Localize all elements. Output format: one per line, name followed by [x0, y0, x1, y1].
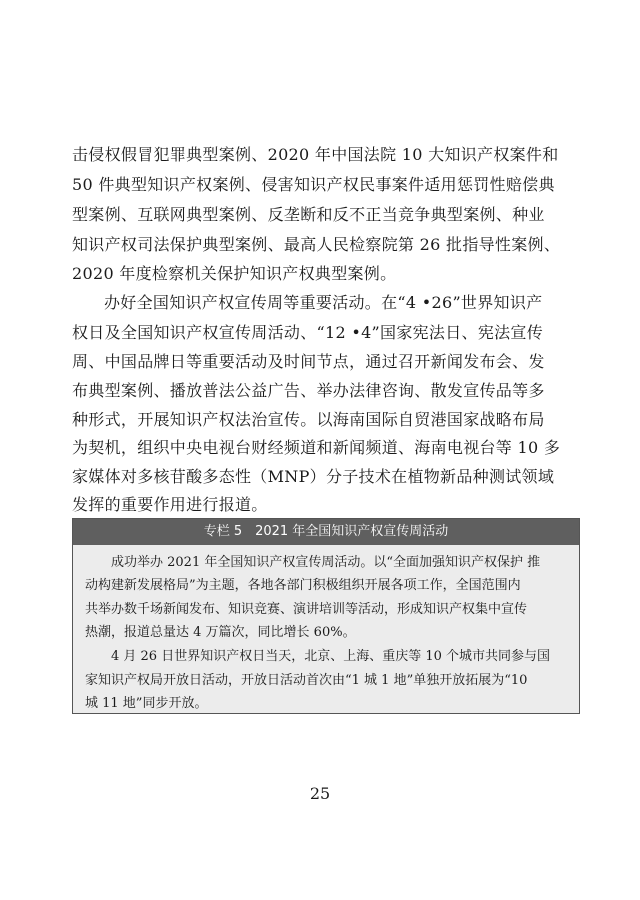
box-text-line: 4 月 26 日世界知识产权日当天，北京、上海、重庆等 10 个城市共同参与国	[111, 649, 551, 664]
text-line: 周、中国品牌日等重要活动及时间节点，通过召开新闻发布会、发	[72, 352, 545, 371]
text-line: 50 件典型知识产权案例、侵害知识产权民事案件适用惩罚性赔偿典	[72, 175, 555, 194]
box-text-line: 家知识产权局开放日活动，开放日活动首次由“1 城 1 地”单独开放拓展为“10	[85, 673, 528, 688]
box-text-line: 城 11 地”同步开放。	[85, 696, 208, 711]
text-line: 家媒体对多核苷酸多态性（MNP）分子技术在植物新品种测试领域	[72, 467, 555, 486]
text-line: 种形式，开展知识产权法治宣传。以海南国际自贸港国家战略布局	[72, 410, 545, 429]
box-text-line: 共举办数千场新闻发布、知识竞赛、演讲培训等活动，形成知识产权集中宣传	[85, 602, 528, 617]
box-title: 专栏 5 2021 年全国知识产权宣传周活动	[73, 519, 579, 545]
text-line: 办好全国知识产权宣传周等重要活动。在“4 •26”世界知识产	[104, 293, 543, 312]
text-line: 为契机，组织中央电视台财经频道和新闻频道、海南电视台等 10 多	[72, 438, 561, 457]
text-line: 型案例、互联网典型案例、反垄断和反不正当竞争典型案例、种业	[72, 205, 545, 224]
text-line: 2020 年度检察机关保护知识产权典型案例。	[72, 264, 397, 283]
text-line: 知识产权司法保护典型案例、最高人民检察院第 26 批指导性案例、	[72, 235, 561, 254]
page-number: 25	[309, 784, 331, 803]
text-line: 权日及全国知识产权宣传周活动、“12 •4”国家宪法日、宪法宣传	[72, 323, 544, 342]
box-text-line: 动构建新发展格局”为主题，各地各部门积极组织开展各项工作，全国范围内	[85, 578, 521, 593]
text-line: 布典型案例、播放普法公益广告、举办法律咨询、散发宣传品等多	[72, 381, 545, 400]
sidebar-box	[72, 518, 580, 714]
text-line: 发挥的重要作用进行报道。	[72, 495, 268, 514]
box-text-line: 热潮，报道总量达 4 万篇次，同比增长 60%。	[85, 625, 356, 640]
box-text-line: 成功举办 2021 年全国知识产权宣传周活动。以“全面加强知识产权保护 推	[111, 555, 541, 570]
text-line: 击侵权假冒犯罪典型案例、2020 年中国法院 10 大知识产权案件和	[72, 145, 559, 164]
